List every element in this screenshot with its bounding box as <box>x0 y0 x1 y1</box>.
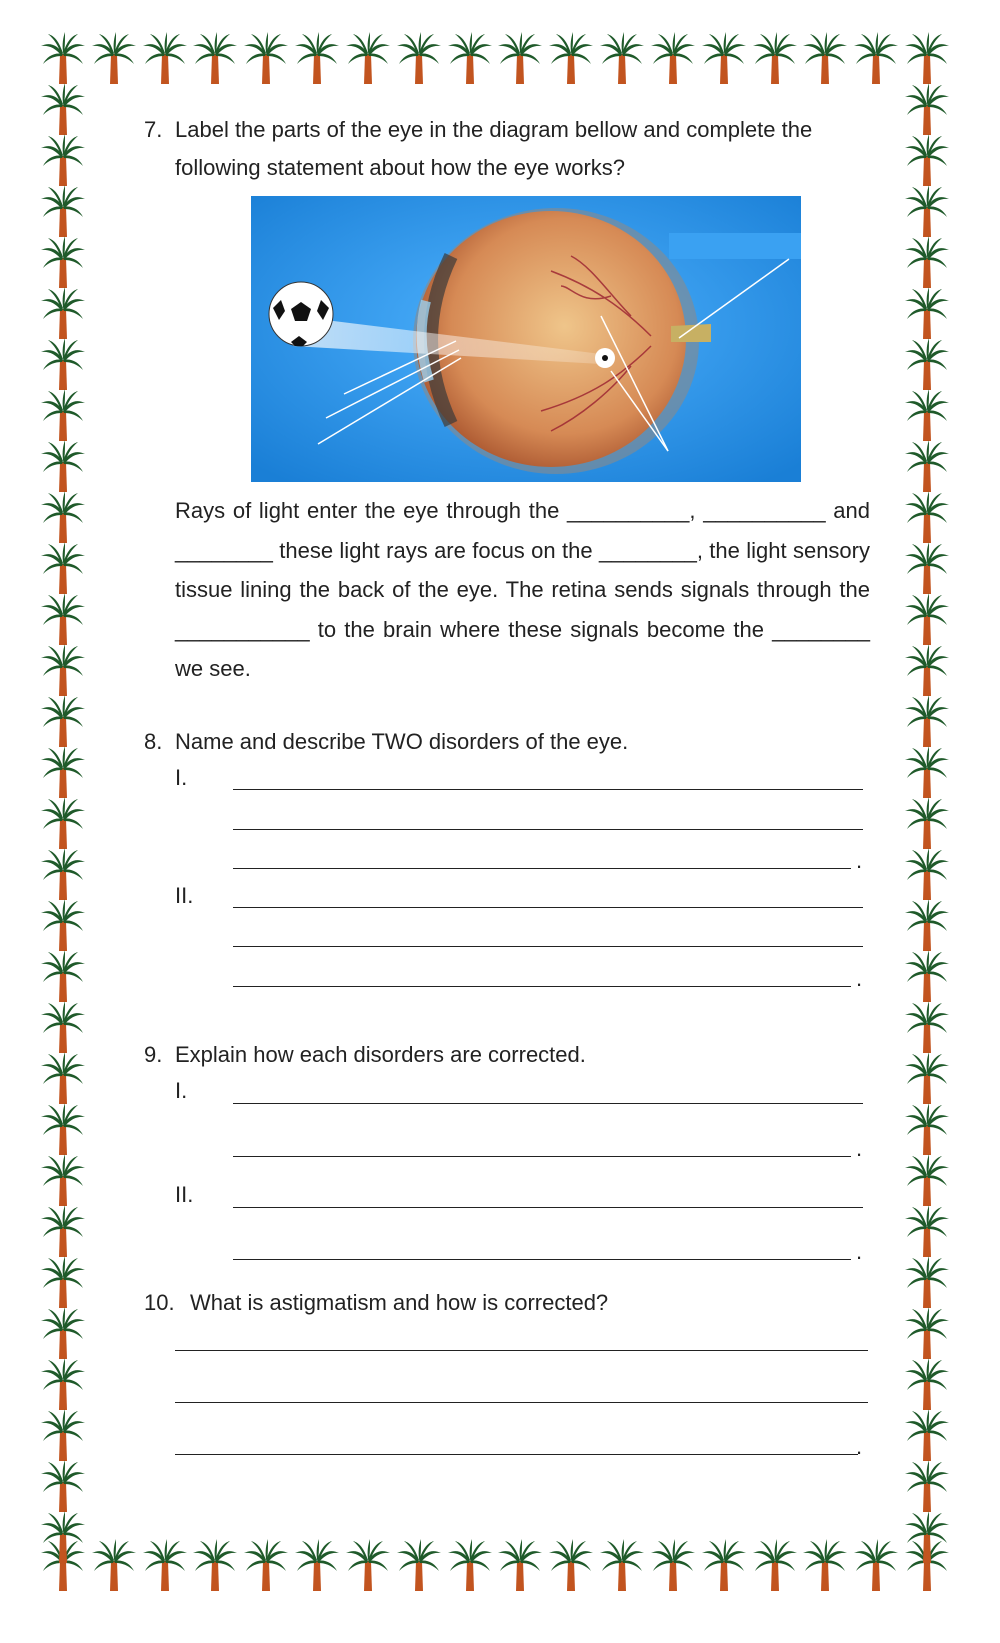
palm-tree-icon <box>143 32 187 84</box>
palm-tree-icon <box>397 32 441 84</box>
palm-tree-icon <box>41 1052 85 1104</box>
palm-tree-icon <box>295 32 339 84</box>
q8-item-2-label: II. <box>175 883 194 908</box>
q7-line2: following statement about how the eye works? <box>175 155 626 180</box>
palm-tree-icon <box>702 1539 746 1591</box>
q10-line-end-dot: . <box>856 1434 863 1459</box>
palm-tree-icon <box>41 593 85 645</box>
palm-tree-icon <box>498 32 542 84</box>
palm-tree-icon <box>92 1539 136 1591</box>
q9-line-end-dot: . <box>856 1136 863 1161</box>
eye-diagram <box>251 196 801 482</box>
palm-tree-icon <box>854 32 898 84</box>
q8-answer-line[interactable] <box>233 789 863 790</box>
palm-tree-icon <box>41 1205 85 1257</box>
q8-answer-line[interactable] <box>233 868 851 869</box>
palm-tree-icon <box>41 83 85 135</box>
palm-tree-icon <box>41 491 85 543</box>
palm-tree-icon <box>41 899 85 951</box>
palm-tree-icon <box>41 440 85 492</box>
palm-tree-icon <box>905 491 949 543</box>
palm-tree-icon <box>346 32 390 84</box>
palm-tree-icon <box>905 848 949 900</box>
palm-tree-icon <box>905 542 949 594</box>
palm-tree-icon <box>905 1103 949 1155</box>
palm-tree-icon <box>498 1539 542 1591</box>
palm-tree-icon <box>41 746 85 798</box>
q8-answer-line[interactable] <box>233 946 863 947</box>
palm-tree-icon <box>702 32 746 84</box>
palm-tree-icon <box>41 1358 85 1410</box>
palm-tree-icon <box>905 1256 949 1308</box>
q8-line-end-dot: . <box>856 848 863 873</box>
palm-tree-icon <box>753 32 797 84</box>
palm-tree-icon <box>905 695 949 747</box>
palm-tree-icon <box>905 83 949 135</box>
palm-tree-icon <box>905 185 949 237</box>
palm-tree-icon <box>41 338 85 390</box>
palm-tree-icon <box>905 1511 949 1563</box>
q8-answer-line[interactable] <box>233 986 851 987</box>
palm-tree-icon <box>905 440 949 492</box>
q7-fill-in-paragraph: Rays of light enter the eye through the __________, __________ and ________ these light rays are focus on the ________, the light sensory tissue lining the back of the eye. The retina sends signals through the ___________ to the brain where these signals become the ________ we see. <box>175 498 870 681</box>
palm-tree-icon <box>905 389 949 441</box>
palm-tree-icon <box>41 1511 85 1563</box>
palm-tree-icon <box>651 1539 695 1591</box>
palm-tree-icon <box>41 797 85 849</box>
palm-tree-icon <box>905 1001 949 1053</box>
q9-answer-line[interactable] <box>233 1259 851 1260</box>
palm-tree-icon <box>549 1539 593 1591</box>
palm-tree-icon <box>41 236 85 288</box>
palm-tree-icon <box>346 1539 390 1591</box>
palm-tree-icon <box>905 1307 949 1359</box>
q8-line-end-dot: . <box>856 966 863 991</box>
palm-tree-icon <box>905 644 949 696</box>
palm-tree-icon <box>549 32 593 84</box>
q10-text: What is astigmatism and how is corrected? <box>190 1290 609 1315</box>
palm-tree-icon <box>905 950 949 1002</box>
q8-answer-line[interactable] <box>233 907 863 908</box>
palm-tree-icon <box>41 542 85 594</box>
palm-tree-icon <box>41 287 85 339</box>
q8-number: 8. <box>144 729 163 754</box>
palm-tree-icon <box>397 1539 441 1591</box>
palm-tree-icon <box>905 899 949 951</box>
palm-tree-icon <box>600 1539 644 1591</box>
palm-tree-icon <box>905 1154 949 1206</box>
palm-tree-icon <box>905 134 949 186</box>
palm-tree-icon <box>193 1539 237 1591</box>
palm-tree-icon <box>854 1539 898 1591</box>
q8-text: Name and describe TWO disorders of the eye. <box>175 729 629 754</box>
palm-tree-icon <box>41 1001 85 1053</box>
palm-tree-icon <box>295 1539 339 1591</box>
palm-tree-icon <box>905 287 949 339</box>
palm-tree-icon <box>41 644 85 696</box>
q8-item-1-label: I. <box>175 765 188 790</box>
palm-tree-icon <box>41 1103 85 1155</box>
palm-tree-icon <box>41 1307 85 1359</box>
palm-tree-icon <box>651 32 695 84</box>
q9-line-end-dot: . <box>856 1239 863 1264</box>
palm-tree-icon <box>905 593 949 645</box>
palm-tree-icon <box>905 1358 949 1410</box>
palm-tree-icon <box>41 389 85 441</box>
palm-tree-icon <box>244 1539 288 1591</box>
palm-tree-icon <box>803 1539 847 1591</box>
q10-answer-line[interactable] <box>175 1402 868 1403</box>
palm-tree-icon <box>448 1539 492 1591</box>
q10-number: 10. <box>144 1290 175 1315</box>
palm-tree-icon <box>905 1409 949 1461</box>
q10-answer-line[interactable] <box>175 1454 858 1455</box>
palm-tree-icon <box>41 1154 85 1206</box>
palm-tree-icon <box>753 1539 797 1591</box>
q9-text: Explain how each disorders are corrected. <box>175 1042 586 1067</box>
palm-tree-icon <box>905 338 949 390</box>
q9-answer-line[interactable] <box>233 1103 863 1104</box>
q9-number: 9. <box>144 1042 163 1067</box>
q9-item-2-label: II. <box>175 1182 194 1207</box>
palm-tree-icon <box>41 134 85 186</box>
q9-item-1-label: I. <box>175 1078 188 1103</box>
palm-tree-icon <box>41 1460 85 1512</box>
palm-tree-icon <box>41 695 85 747</box>
palm-tree-icon <box>193 32 237 84</box>
palm-tree-icon <box>600 32 644 84</box>
palm-tree-icon <box>905 797 949 849</box>
palm-tree-icon <box>905 32 949 84</box>
q8-answer-line[interactable] <box>233 829 863 830</box>
palm-tree-icon <box>905 1460 949 1512</box>
q10-answer-line[interactable] <box>175 1350 868 1351</box>
q9-answer-line[interactable] <box>233 1207 863 1208</box>
q7-line1: Label the parts of the eye in the diagram bellow and complete the <box>175 117 813 142</box>
palm-tree-icon <box>41 185 85 237</box>
palm-tree-icon <box>92 32 136 84</box>
palm-tree-icon <box>905 236 949 288</box>
palm-tree-icon <box>41 1256 85 1308</box>
palm-tree-icon <box>41 950 85 1002</box>
q9-answer-line[interactable] <box>233 1156 851 1157</box>
palm-tree-icon <box>41 1409 85 1461</box>
palm-tree-icon <box>41 848 85 900</box>
palm-tree-icon <box>905 746 949 798</box>
palm-tree-icon <box>905 1205 949 1257</box>
q7-number: 7. <box>144 117 163 142</box>
palm-tree-icon <box>803 32 847 84</box>
palm-tree-icon <box>448 32 492 84</box>
palm-tree-icon <box>41 32 85 84</box>
palm-tree-icon <box>244 32 288 84</box>
soccer-ball-icon <box>269 282 333 346</box>
palm-tree-icon <box>905 1052 949 1104</box>
palm-tree-icon <box>143 1539 187 1591</box>
